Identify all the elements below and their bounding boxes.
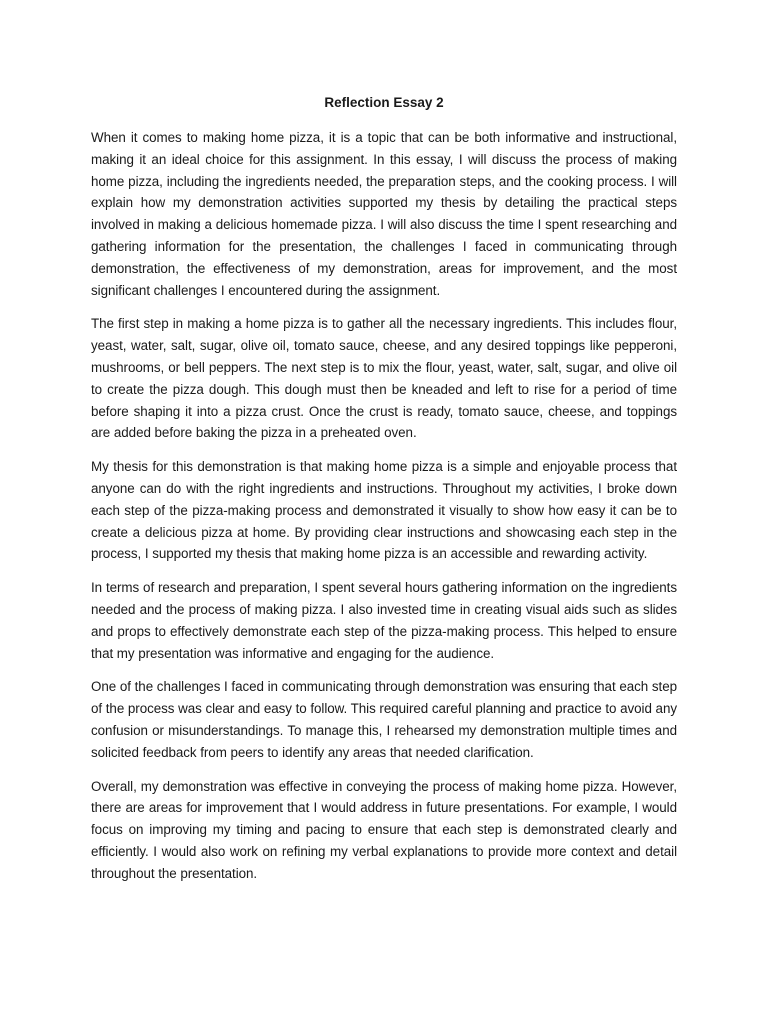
paragraph-thesis: My thesis for this demonstration is that making home pizza is a simple and enjoyable process that anyone can do with the right ingredients and instructions. Throughout my activities, I broke down each step of the pizza-making process and demonstrated it visually to show how easy it can be to create a delicious pizza at home. By providing clear instructions and showcasing each step in the process, I supported my thesis that making home pizza is an accessible and rewarding activity. [91,459,677,562]
paragraph-ingredients: The first step in making a home pizza is to gather all the necessary ingredients. This includes flour, yeast, water, salt, sugar, olive oil, tomato sauce, cheese, and any desired toppings like pepperoni, mushrooms, or bell peppers. The next step is to mix the flour, yeast, water, salt, sugar, and olive oil to create the pizza dough. This dough must then be kneaded and left to rise for a period of time before shaping it into a pizza crust. Once the crust is ready, tomato sauce, cheese, and toppings are added before baking the pizza in a preheated oven. [91,316,677,441]
document-title: Reflection Essay 2 [324,95,444,110]
paragraph-introduction: When it comes to making home pizza, it is a topic that can be both informative and instructional, making it an ideal choice for this assignment. In this essay, I will discuss the process of making home pizza, including the ingredients needed, the preparation steps, and the cooking process. I will explain how my demonstration activities supported my thesis by detailing the practical steps involved in making a delicious homemade pizza. I will also discuss the time I spent researching and gathering information for the presentation, the challenges I faced in communicating through demonstration, the effectiveness of my demonstration, areas for improvement, and the most significant challenges I encountered during the assignment. [91,130,677,298]
paragraph-challenges: One of the challenges I faced in communicating through demonstration was ensuring that each step of the process was clear and easy to follow. This required careful planning and practice to avoid any confusion or misunderstandings. To manage this, I rehearsed my demonstration multiple times and solicited feedback from peers to identify any areas that needed clarification. [91,679,677,760]
paragraph-research: In terms of research and preparation, I spent several hours gathering information on the ingredients needed and the process of making pizza. I also invested time in creating visual aids such as slides and props to effectively demonstrate each step of the pizza-making process. This helped to ensure that my presentation was informative and engaging for the audience. [91,580,677,661]
paragraph-conclusion: Overall, my demonstration was effective in conveying the process of making home pizza. However, there are areas for improvement that I would address in future presentations. For example, I would focus on improving my timing and pacing to ensure that each step is demonstrated clearly and efficiently. I would also work on refining my verbal explanations to provide more context and detail throughout the presentation. [91,778,677,881]
document-body [91,127,677,897]
